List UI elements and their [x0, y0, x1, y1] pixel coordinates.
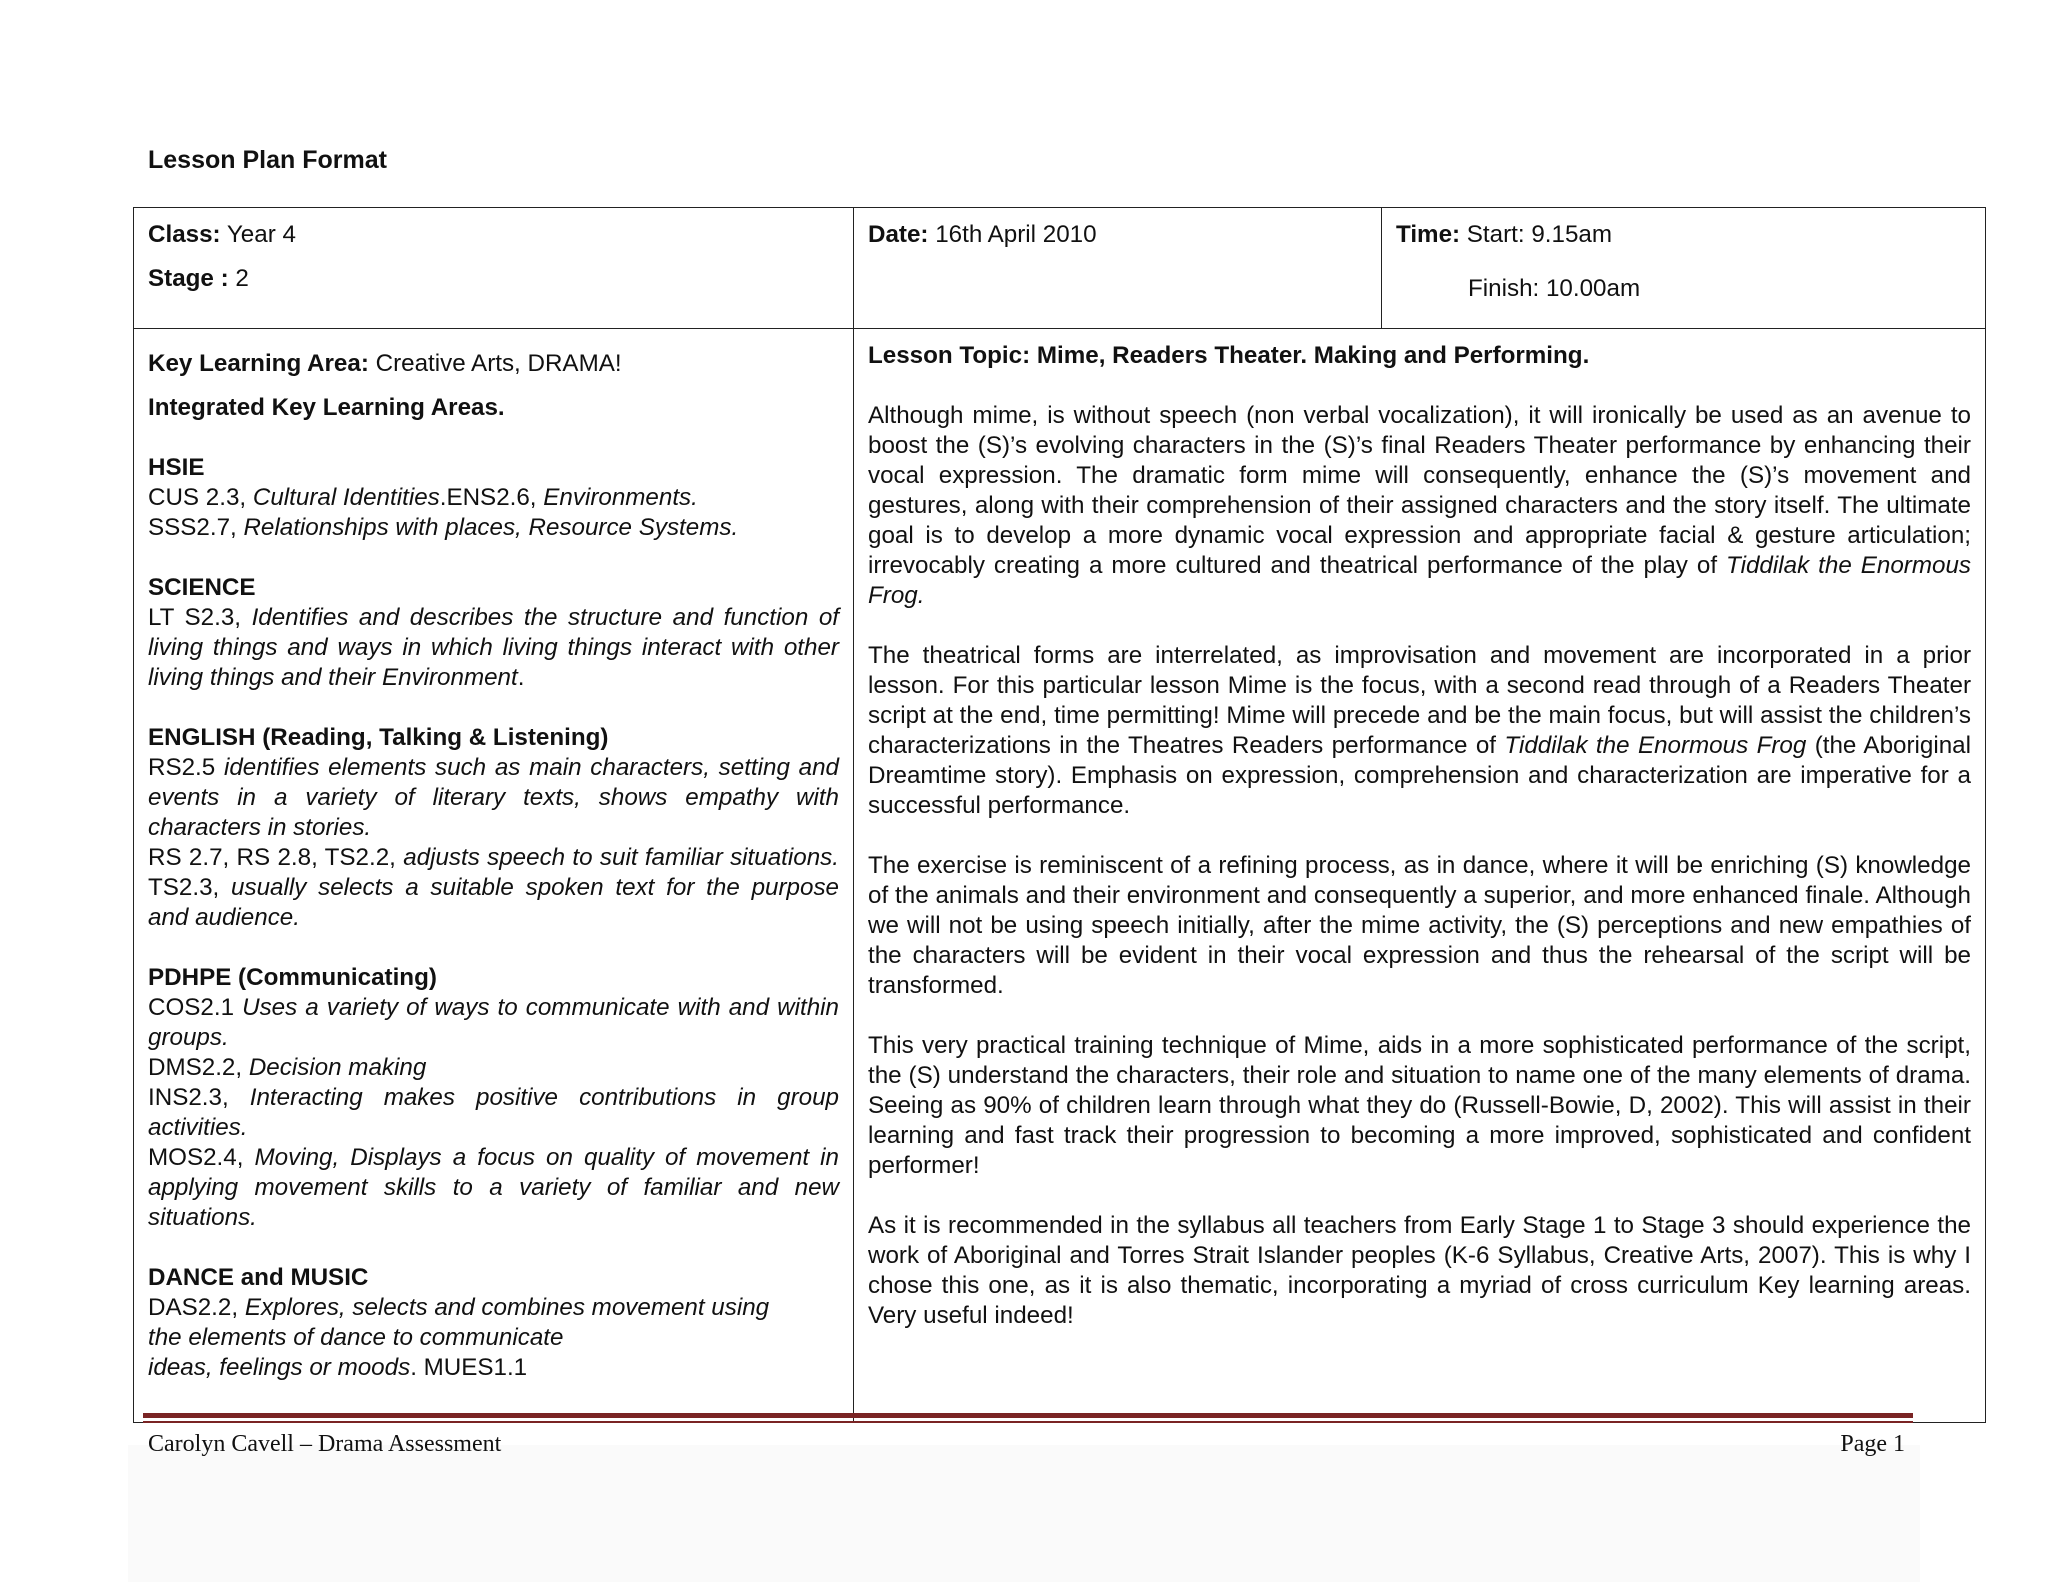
science-heading: SCIENCE: [148, 574, 256, 601]
english-outcome-2: RS 2.7, RS 2.8, TS2.2, adjusts speech to suit familiar situations. TS2.3, usually selects a suitable spoken text for the purpose and audience.: [148, 844, 839, 931]
class-line: [148, 220, 839, 250]
pdhpe-outcome-2: DMS2.2, Decision making: [148, 1054, 427, 1081]
integrated-heading: Integrated Key Learning Areas.: [148, 394, 505, 421]
lesson-topic-cell: [854, 329, 1986, 1423]
footer-page-number: Page 1: [1840, 1431, 1905, 1457]
learning-areas-cell: [134, 329, 854, 1423]
paragraph-4: This very practical training technique of Mime, aids in a more sophisticated performance of the script, the (S) understand the characters, their role and situation to name one of the many elements of drama. Seeing as 90% of children learn through what they do (Russell-Bowie, D, 2002). This will assist in their learning and fast track their progression to becoming a more improved, sophisticated and confident performer!: [868, 1032, 1971, 1179]
pdhpe-outcome-4: MOS2.4, Moving, Displays a focus on quality of movement in applying movement skills to a variety of familiar and new situations.: [148, 1144, 839, 1231]
lesson-plan-table: [133, 207, 1986, 1423]
footer-rule-thick: [143, 1413, 1913, 1418]
dance-line-2: the elements of dance to communicate: [148, 1324, 564, 1351]
time-finish: Finish: 10.00am: [1468, 275, 1641, 302]
english-outcome-1: RS2.5 identifies elements such as main characters, setting and events in a variety of literary texts, shows empathy with characters in stories.: [148, 754, 840, 841]
kla-value: Creative Arts, DRAMA!: [368, 350, 622, 377]
kla-label: Key Learning Area:: [148, 350, 369, 377]
pdhpe-outcome-3: INS2.3, Interacting makes positive contributions in group activities.: [148, 1084, 839, 1141]
time-cell: [1382, 208, 1986, 329]
paragraph-3: The exercise is reminiscent of a refining process, as in dance, where it will be enriching (S) knowledge of the animals and their environment and consequently a superior, and more enhanced finale. Although we will not be using speech initially, after the mime activity, the (S) perceptions and new empathies of the characters will be evident in their vocal expression and thus the rehearsal of the script will be transformed.: [868, 852, 1971, 999]
date-label: Date:: [868, 221, 929, 248]
paragraph-1: Although mime, is without speech (non verbal vocalization), it will ironically be used as an avenue to boost the (S)’s evolving characters in the (S)’s final Readers Theater performance by enhancing their vocal expression. The dramatic form mime will consequently, enhance the (S)’s movement and gestures, along with their comprehension of their assigned characters and the story itself. The ultimate goal is to develop a more dynamic vocal expression and appropriate facial & gesture articulation; irrevocably creating a more cultured and theatrical performance of the play of Tiddilak the Enormous Frog.: [868, 402, 1971, 609]
stage-value: 2: [228, 265, 249, 292]
dance-line-3: ideas, feelings or moods. MUES1.1: [148, 1354, 528, 1381]
hsie-heading: HSIE: [148, 454, 205, 481]
footer-author: Carolyn Cavell – Drama Assessment: [148, 1431, 502, 1457]
hsie-line-1: CUS 2.3, Cultural Identities.ENS2.6, Environments.: [148, 484, 698, 511]
key-learning-area: [148, 349, 839, 379]
english-heading: ENGLISH (Reading, Talking & Listening): [148, 724, 609, 751]
class-cell: [134, 208, 854, 329]
paragraph-5: As it is recommended in the syllabus all teachers from Early Stage 1 to Stage 3 should experience the work of Aboriginal and Torres Strait Islander peoples (K-6 Syllabus, Creative Arts, 2007). This is why I chose this one, as it is also thematic, incorporating a myriad of cross curriculum Key learning areas. Very useful indeed!: [868, 1212, 1971, 1329]
dance-line-1: DAS2.2, Explores, selects and combines movement using: [148, 1294, 770, 1321]
hsie-line-2: SSS2.7, Relationships with places, Resource Systems.: [148, 514, 739, 541]
footer-rule-thin: [143, 1421, 1913, 1423]
paragraph-2: The theatrical forms are interrelated, as improvisation and movement are incorporated in a prior lesson. For this particular lesson Mime is the focus, with a second read through of a Readers Theater script at the end, time permitting! Mime will precede and be the main focus, but will assist the children’s characterizations in the Theatres Readers performance of Tiddilak the Enormous Frog (the Aboriginal Dreamtime story). Emphasis on expression, comprehension and characterization are imperative for a successful performance.: [868, 642, 1972, 819]
time-label: Time:: [1396, 221, 1461, 248]
class-label: Class:: [148, 221, 221, 248]
science-outcome: LT S2.3, Identifies and describes the structure and function of living things and ways in which living things interact with other living things and their Environment.: [148, 604, 839, 691]
header-row: [134, 208, 1986, 329]
date-value: 16th April 2010: [928, 221, 1097, 248]
time-start: Start: 9.15am: [1460, 221, 1612, 248]
date-cell: [854, 208, 1382, 329]
stage-line: [148, 264, 839, 294]
lesson-topic: Lesson Topic: Mime, Readers Theater. Making and Performing.: [868, 342, 1590, 369]
time-start-line: [1396, 220, 1971, 250]
stage-label: Stage :: [148, 265, 229, 292]
dance-heading: DANCE and MUSIC: [148, 1264, 369, 1291]
content-row: [134, 329, 1986, 1423]
pdhpe-heading: PDHPE (Communicating): [148, 964, 437, 991]
pdhpe-outcome-1: COS2.1 Uses a variety of ways to communicate with and within groups.: [148, 994, 839, 1051]
class-value: Year 4: [220, 221, 296, 248]
document-title: Lesson Plan Format: [148, 146, 387, 174]
page-bottom-tint: [128, 1445, 1920, 1582]
